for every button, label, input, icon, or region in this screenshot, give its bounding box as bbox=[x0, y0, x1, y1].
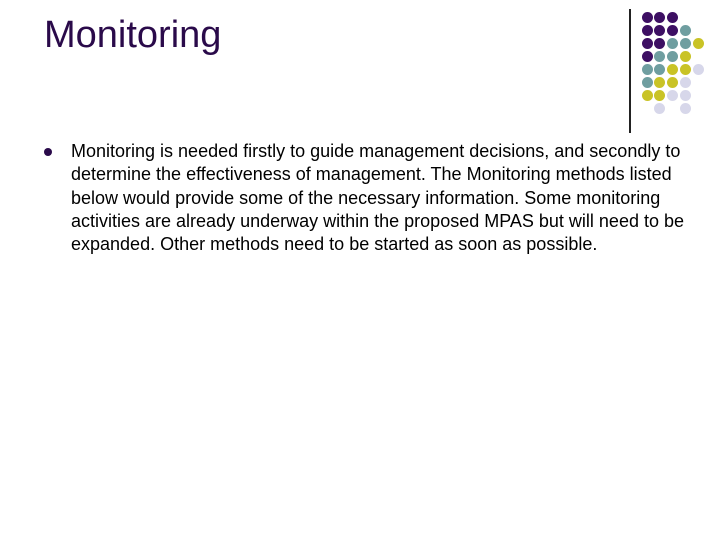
bullet-text: Monitoring is needed firstly to guide management decisions, and secondly to determine the effectiveness of management. The Monitoring methods listed below would provide some of the necessary information. Some monitoring activities are already underway within the proposed MPAS but will need to be expanded. Other methods need to be started as soon as possible. bbox=[71, 141, 685, 255]
decorative-dot bbox=[667, 90, 678, 101]
decorative-dot bbox=[642, 12, 653, 23]
slide-title: Monitoring bbox=[44, 14, 222, 56]
decorative-dot bbox=[654, 103, 665, 114]
decorative-dot bbox=[654, 12, 665, 23]
decorative-dot bbox=[667, 51, 678, 62]
decorative-dot bbox=[680, 90, 691, 101]
decorative-dot bbox=[693, 64, 704, 75]
decorative-dot bbox=[642, 51, 653, 62]
decorative-dot bbox=[693, 38, 704, 49]
decorative-dot bbox=[667, 64, 678, 75]
decorative-dot bbox=[654, 38, 665, 49]
decorative-dot bbox=[642, 90, 653, 101]
decorative-dot bbox=[667, 12, 678, 23]
decorative-dot bbox=[667, 77, 678, 88]
decorative-dot bbox=[654, 77, 665, 88]
decorative-dot bbox=[680, 25, 691, 36]
decorative-dot bbox=[642, 38, 653, 49]
decorative-dot bbox=[642, 77, 653, 88]
decorative-dot bbox=[667, 25, 678, 36]
decorative-dot bbox=[680, 103, 691, 114]
bullet-list bbox=[44, 140, 684, 256]
decorative-dot bbox=[654, 90, 665, 101]
decorative-dot bbox=[654, 64, 665, 75]
decorative-dot bbox=[667, 38, 678, 49]
bullet-dot-icon bbox=[44, 148, 52, 156]
decorative-dot bbox=[680, 77, 691, 88]
decorative-dot bbox=[654, 25, 665, 36]
vertical-divider-line bbox=[629, 9, 631, 133]
decorative-dot bbox=[642, 64, 653, 75]
decorative-dot bbox=[654, 51, 665, 62]
bullet-item bbox=[44, 140, 684, 256]
decorative-dot bbox=[680, 64, 691, 75]
decorative-dot bbox=[680, 38, 691, 49]
decorative-dot bbox=[680, 51, 691, 62]
decorative-dot bbox=[642, 25, 653, 36]
